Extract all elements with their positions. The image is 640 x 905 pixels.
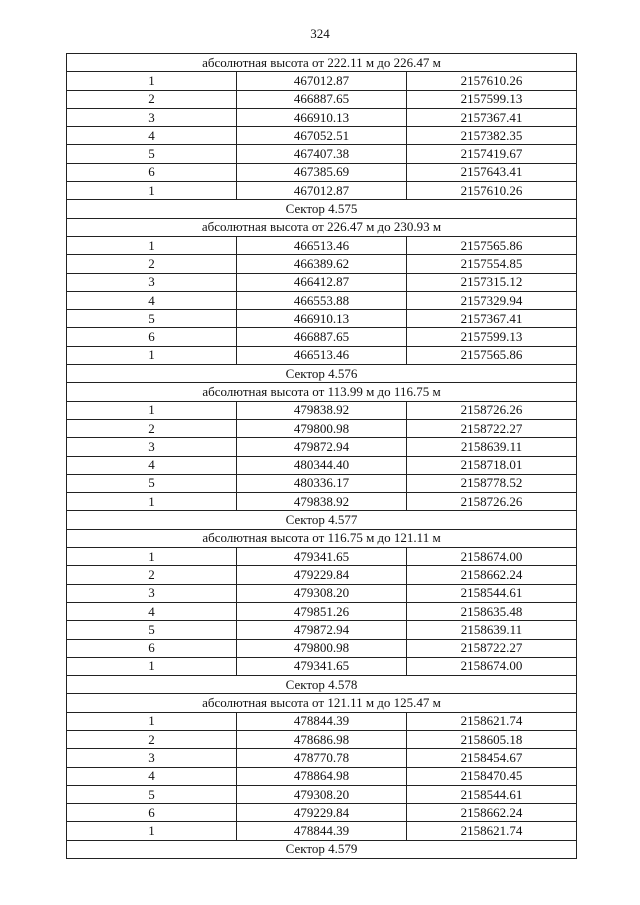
table-row xyxy=(67,346,577,364)
point-number: 5 xyxy=(67,145,237,163)
altitude-row xyxy=(67,529,577,547)
x-coordinate: 466389.62 xyxy=(237,255,407,273)
x-coordinate: 479229.84 xyxy=(237,566,407,584)
point-number: 5 xyxy=(67,474,237,492)
y-coordinate: 2158718.01 xyxy=(407,456,577,474)
altitude-range: абсолютная высота от 121.11 м до 125.47 м xyxy=(67,694,577,712)
y-coordinate: 2157554.85 xyxy=(407,255,577,273)
sector-header-row xyxy=(67,676,577,694)
x-coordinate: 466412.87 xyxy=(237,273,407,291)
table-row xyxy=(67,291,577,309)
altitude-row xyxy=(67,218,577,236)
x-coordinate: 467012.87 xyxy=(237,182,407,200)
table-row xyxy=(67,621,577,639)
point-number: 6 xyxy=(67,804,237,822)
y-coordinate: 2157367.41 xyxy=(407,310,577,328)
table-row xyxy=(67,182,577,200)
x-coordinate: 466513.46 xyxy=(237,346,407,364)
point-number: 3 xyxy=(67,584,237,602)
sector-title: Сектор 4.579 xyxy=(67,840,577,858)
y-coordinate: 2158621.74 xyxy=(407,822,577,840)
y-coordinate: 2158470.45 xyxy=(407,767,577,785)
table-row xyxy=(67,328,577,346)
table-row xyxy=(67,236,577,254)
x-coordinate: 479872.94 xyxy=(237,621,407,639)
table-row xyxy=(67,804,577,822)
x-coordinate: 467407.38 xyxy=(237,145,407,163)
sector-title: Сектор 4.577 xyxy=(67,511,577,529)
x-coordinate: 478844.39 xyxy=(237,822,407,840)
point-number: 3 xyxy=(67,108,237,126)
altitude-row xyxy=(67,694,577,712)
x-coordinate: 479229.84 xyxy=(237,804,407,822)
y-coordinate: 2157565.86 xyxy=(407,236,577,254)
table-row xyxy=(67,456,577,474)
point-number: 1 xyxy=(67,712,237,730)
x-coordinate: 479838.92 xyxy=(237,493,407,511)
y-coordinate: 2158722.27 xyxy=(407,419,577,437)
y-coordinate: 2158674.00 xyxy=(407,548,577,566)
y-coordinate: 2158639.11 xyxy=(407,621,577,639)
y-coordinate: 2157382.35 xyxy=(407,127,577,145)
table-row xyxy=(67,145,577,163)
table-row xyxy=(67,108,577,126)
table-row xyxy=(67,401,577,419)
y-coordinate: 2158605.18 xyxy=(407,730,577,748)
point-number: 1 xyxy=(67,493,237,511)
altitude-range: абсолютная высота от 226.47 м до 230.93 м xyxy=(67,218,577,236)
sector-title: Сектор 4.575 xyxy=(67,200,577,218)
table-row xyxy=(67,163,577,181)
point-number: 3 xyxy=(67,273,237,291)
y-coordinate: 2157610.26 xyxy=(407,72,577,90)
point-number: 1 xyxy=(67,182,237,200)
y-coordinate: 2158726.26 xyxy=(407,493,577,511)
point-number: 1 xyxy=(67,548,237,566)
table-row xyxy=(67,90,577,108)
point-number: 2 xyxy=(67,419,237,437)
point-number: 4 xyxy=(67,456,237,474)
y-coordinate: 2158544.61 xyxy=(407,584,577,602)
table-row xyxy=(67,548,577,566)
y-coordinate: 2157599.13 xyxy=(407,90,577,108)
sector-header-row xyxy=(67,840,577,858)
x-coordinate: 479341.65 xyxy=(237,548,407,566)
altitude-row xyxy=(67,54,577,72)
altitude-row xyxy=(67,383,577,401)
x-coordinate: 467385.69 xyxy=(237,163,407,181)
point-number: 1 xyxy=(67,657,237,675)
point-number: 2 xyxy=(67,255,237,273)
sector-title: Сектор 4.576 xyxy=(67,365,577,383)
page-number: 324 xyxy=(310,26,330,41)
x-coordinate: 466513.46 xyxy=(237,236,407,254)
x-coordinate: 479308.20 xyxy=(237,584,407,602)
table-row xyxy=(67,72,577,90)
x-coordinate: 479851.26 xyxy=(237,602,407,620)
y-coordinate: 2158639.11 xyxy=(407,438,577,456)
x-coordinate: 466887.65 xyxy=(237,90,407,108)
altitude-range: абсолютная высота от 222.11 м до 226.47 м xyxy=(67,54,577,72)
x-coordinate: 480344.40 xyxy=(237,456,407,474)
point-number: 6 xyxy=(67,328,237,346)
point-number: 1 xyxy=(67,346,237,364)
table-row xyxy=(67,566,577,584)
table-row xyxy=(67,639,577,657)
x-coordinate: 479800.98 xyxy=(237,419,407,437)
y-coordinate: 2158726.26 xyxy=(407,401,577,419)
table-row xyxy=(67,419,577,437)
x-coordinate: 466910.13 xyxy=(237,310,407,328)
point-number: 2 xyxy=(67,730,237,748)
x-coordinate: 467052.51 xyxy=(237,127,407,145)
y-coordinate: 2157419.67 xyxy=(407,145,577,163)
point-number: 1 xyxy=(67,236,237,254)
point-number: 6 xyxy=(67,163,237,181)
point-number: 1 xyxy=(67,401,237,419)
y-coordinate: 2157643.41 xyxy=(407,163,577,181)
table-row xyxy=(67,273,577,291)
y-coordinate: 2157610.26 xyxy=(407,182,577,200)
y-coordinate: 2158662.24 xyxy=(407,566,577,584)
y-coordinate: 2158544.61 xyxy=(407,785,577,803)
point-number: 3 xyxy=(67,438,237,456)
table-row xyxy=(67,438,577,456)
table-row xyxy=(67,310,577,328)
sector-header-row xyxy=(67,511,577,529)
sector-title: Сектор 4.578 xyxy=(67,676,577,694)
x-coordinate: 479872.94 xyxy=(237,438,407,456)
x-coordinate: 478686.98 xyxy=(237,730,407,748)
coordinates-table-body xyxy=(67,54,577,859)
y-coordinate: 2158454.67 xyxy=(407,749,577,767)
coordinates-table xyxy=(66,53,577,859)
point-number: 4 xyxy=(67,291,237,309)
table-row xyxy=(67,584,577,602)
y-coordinate: 2158635.48 xyxy=(407,602,577,620)
point-number: 3 xyxy=(67,749,237,767)
point-number: 4 xyxy=(67,127,237,145)
point-number: 2 xyxy=(67,566,237,584)
x-coordinate: 466910.13 xyxy=(237,108,407,126)
table-row xyxy=(67,127,577,145)
point-number: 2 xyxy=(67,90,237,108)
point-number: 1 xyxy=(67,72,237,90)
table-row xyxy=(67,255,577,273)
y-coordinate: 2157565.86 xyxy=(407,346,577,364)
x-coordinate: 478770.78 xyxy=(237,749,407,767)
x-coordinate: 466887.65 xyxy=(237,328,407,346)
altitude-range: абсолютная высота от 113.99 м до 116.75 м xyxy=(67,383,577,401)
x-coordinate: 480336.17 xyxy=(237,474,407,492)
table-row xyxy=(67,767,577,785)
point-number: 5 xyxy=(67,310,237,328)
point-number: 1 xyxy=(67,822,237,840)
x-coordinate: 479308.20 xyxy=(237,785,407,803)
altitude-range: абсолютная высота от 116.75 м до 121.11 м xyxy=(67,529,577,547)
x-coordinate: 478864.98 xyxy=(237,767,407,785)
x-coordinate: 479838.92 xyxy=(237,401,407,419)
point-number: 5 xyxy=(67,621,237,639)
table-row xyxy=(67,749,577,767)
point-number: 4 xyxy=(67,602,237,620)
table-row xyxy=(67,822,577,840)
y-coordinate: 2158674.00 xyxy=(407,657,577,675)
x-coordinate: 479800.98 xyxy=(237,639,407,657)
y-coordinate: 2158621.74 xyxy=(407,712,577,730)
y-coordinate: 2157599.13 xyxy=(407,328,577,346)
y-coordinate: 2158778.52 xyxy=(407,474,577,492)
table-row xyxy=(67,785,577,803)
y-coordinate: 2158662.24 xyxy=(407,804,577,822)
table-row xyxy=(67,730,577,748)
table-row xyxy=(67,657,577,675)
x-coordinate: 466553.88 xyxy=(237,291,407,309)
table-row xyxy=(67,493,577,511)
x-coordinate: 467012.87 xyxy=(237,72,407,90)
point-number: 5 xyxy=(67,785,237,803)
x-coordinate: 478844.39 xyxy=(237,712,407,730)
table-row xyxy=(67,712,577,730)
sector-header-row xyxy=(67,200,577,218)
point-number: 4 xyxy=(67,767,237,785)
table-row xyxy=(67,602,577,620)
y-coordinate: 2157367.41 xyxy=(407,108,577,126)
y-coordinate: 2158722.27 xyxy=(407,639,577,657)
table-row xyxy=(67,474,577,492)
sector-header-row xyxy=(67,365,577,383)
point-number: 6 xyxy=(67,639,237,657)
y-coordinate: 2157329.94 xyxy=(407,291,577,309)
y-coordinate: 2157315.12 xyxy=(407,273,577,291)
x-coordinate: 479341.65 xyxy=(237,657,407,675)
